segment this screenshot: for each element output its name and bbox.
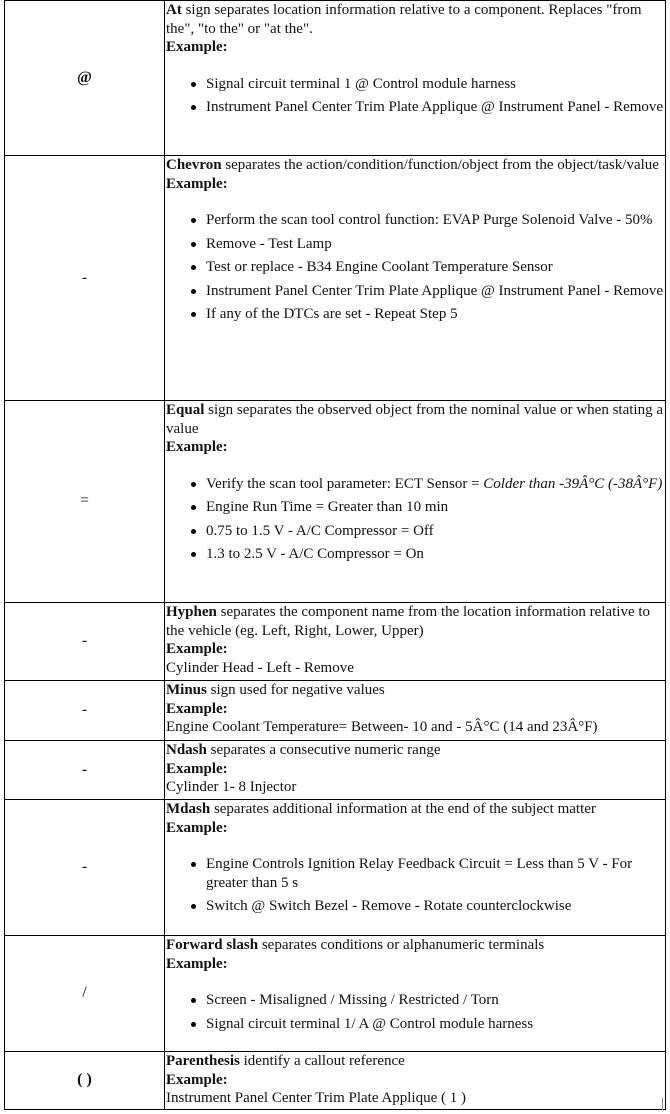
description-text: sign separates location information relative to a component. Replaces "from the", "to the" or "at the". — [166, 2, 642, 37]
table-row — [5, 741, 666, 800]
example-label: Example: — [166, 39, 228, 55]
table-row — [5, 401, 666, 603]
description-cell — [165, 681, 666, 741]
term: Hyphen — [166, 604, 217, 620]
description-cell — [165, 800, 666, 936]
term: Mdash — [166, 801, 211, 817]
list-item: Remove - Test Lamp — [206, 235, 664, 254]
description-text: identify a callout reference — [239, 1053, 405, 1069]
term: Minus — [166, 682, 207, 698]
symbol-conventions-table — [4, 0, 666, 1110]
description-cell — [165, 741, 666, 800]
example-label: Example: — [166, 175, 228, 192]
symbol-cell: - — [5, 603, 165, 681]
example-label: Example: — [166, 700, 228, 717]
table-row — [5, 681, 666, 741]
example-label: Example: — [166, 1071, 228, 1088]
table-row — [5, 936, 666, 1052]
table-row — [5, 156, 666, 401]
list-item: Screen - Misaligned / Missing / Restricted / Torn — [206, 991, 664, 1010]
term: Parenthesis — [166, 1053, 240, 1069]
term: Equal — [166, 402, 205, 418]
example-text: Cylinder 1- 8 Injector — [166, 779, 297, 795]
description-text: separates additional information at the end of the subject matter — [210, 801, 596, 817]
example-text: Cylinder Head - Left - Remove — [166, 659, 354, 676]
list-item: Test or replace - B34 Engine Coolant Temperature Sensor — [206, 258, 664, 277]
page-edge-divider — [662, 1098, 669, 1110]
list-item: Engine Controls Ignition Relay Feedback Circuit = Less than 5 V - For greater than 5 s — [206, 855, 664, 892]
example-text: Engine Coolant Temperature= Between- 10 and - 5Â°C (14 and 23Â°F) — [166, 719, 598, 735]
list-item: Signal circuit terminal 1/ A @ Control module harness — [206, 1015, 664, 1034]
symbol-cell: - — [5, 156, 165, 401]
description-text: separates the action/condition/function/object from the object/task/value — [221, 157, 659, 173]
list-item: Switch @ Switch Bezel - Remove - Rotate counterclockwise — [206, 897, 664, 916]
symbol-cell: ( ) — [5, 1052, 165, 1110]
list-item: If any of the DTCs are set - Repeat Step 5 — [206, 305, 664, 324]
symbol-cell: / — [5, 936, 165, 1052]
example-text: Instrument Panel Center Trim Plate Applique ( 1 ) — [166, 1090, 466, 1106]
description-cell — [165, 603, 666, 681]
list-item: 0.75 to 1.5 V - A/C Compressor = Off — [206, 522, 664, 541]
term: At — [166, 2, 182, 18]
list-item: Instrument Panel Center Trim Plate Applique @ Instrument Panel - Remove — [206, 282, 664, 299]
term: Chevron — [166, 157, 222, 173]
term: Ndash — [166, 742, 207, 758]
description-text: sign used for negative values — [206, 682, 385, 698]
description-cell — [165, 1052, 666, 1110]
list-item: Instrument Panel Center Trim Plate Applique @ Instrument Panel - Remove — [206, 99, 664, 115]
table-row — [5, 603, 666, 681]
description-cell — [165, 156, 666, 401]
list-item: Engine Run Time = Greater than 10 min — [206, 498, 664, 517]
example-label: Example: — [166, 760, 228, 777]
table-row — [5, 1, 666, 156]
symbol-cell: - — [5, 681, 165, 741]
description-text: separates the component name from the location information relative to the vehicle (eg. Left, Right, Lower, Upper) — [166, 604, 651, 639]
symbol-cell: - — [5, 741, 165, 800]
description-cell — [165, 1, 666, 156]
symbol-cell: - — [5, 800, 165, 936]
symbol-cell: @ — [5, 1, 165, 156]
example-list — [166, 75, 664, 117]
term: Forward slash — [166, 937, 259, 953]
list-item: Signal circuit terminal 1 @ Control module harness — [206, 75, 664, 94]
table-row — [5, 1052, 666, 1110]
example-label: Example: — [166, 439, 228, 455]
example-list — [166, 475, 664, 564]
description-text: separates conditions or alphanumeric terminals — [258, 937, 545, 953]
list-item: 1.3 to 2.5 V - A/C Compressor = On — [206, 545, 664, 564]
description-cell — [165, 401, 666, 603]
description-text: sign separates the observed object from the nominal value or when stating a value — [166, 402, 663, 437]
example-list — [166, 991, 664, 1033]
list-item-text: Verify the scan tool parameter: ECT Sensor = — [206, 475, 484, 492]
table-row — [5, 800, 666, 936]
list-item-italic-value: Colder than -39Â°C (-38Â°F) — [483, 475, 663, 492]
description-text: separates a consecutive numeric range — [206, 742, 441, 758]
list-item — [206, 475, 664, 494]
symbol-cell: = — [5, 401, 165, 603]
list-item: Perform the scan tool control function: EVAP Purge Solenoid Valve - 50% — [206, 211, 664, 230]
example-label: Example: — [166, 819, 228, 836]
example-list — [166, 211, 664, 324]
example-list — [166, 855, 664, 916]
example-label: Example: — [166, 955, 228, 972]
example-label: Example: — [166, 641, 228, 657]
description-cell — [165, 936, 666, 1052]
